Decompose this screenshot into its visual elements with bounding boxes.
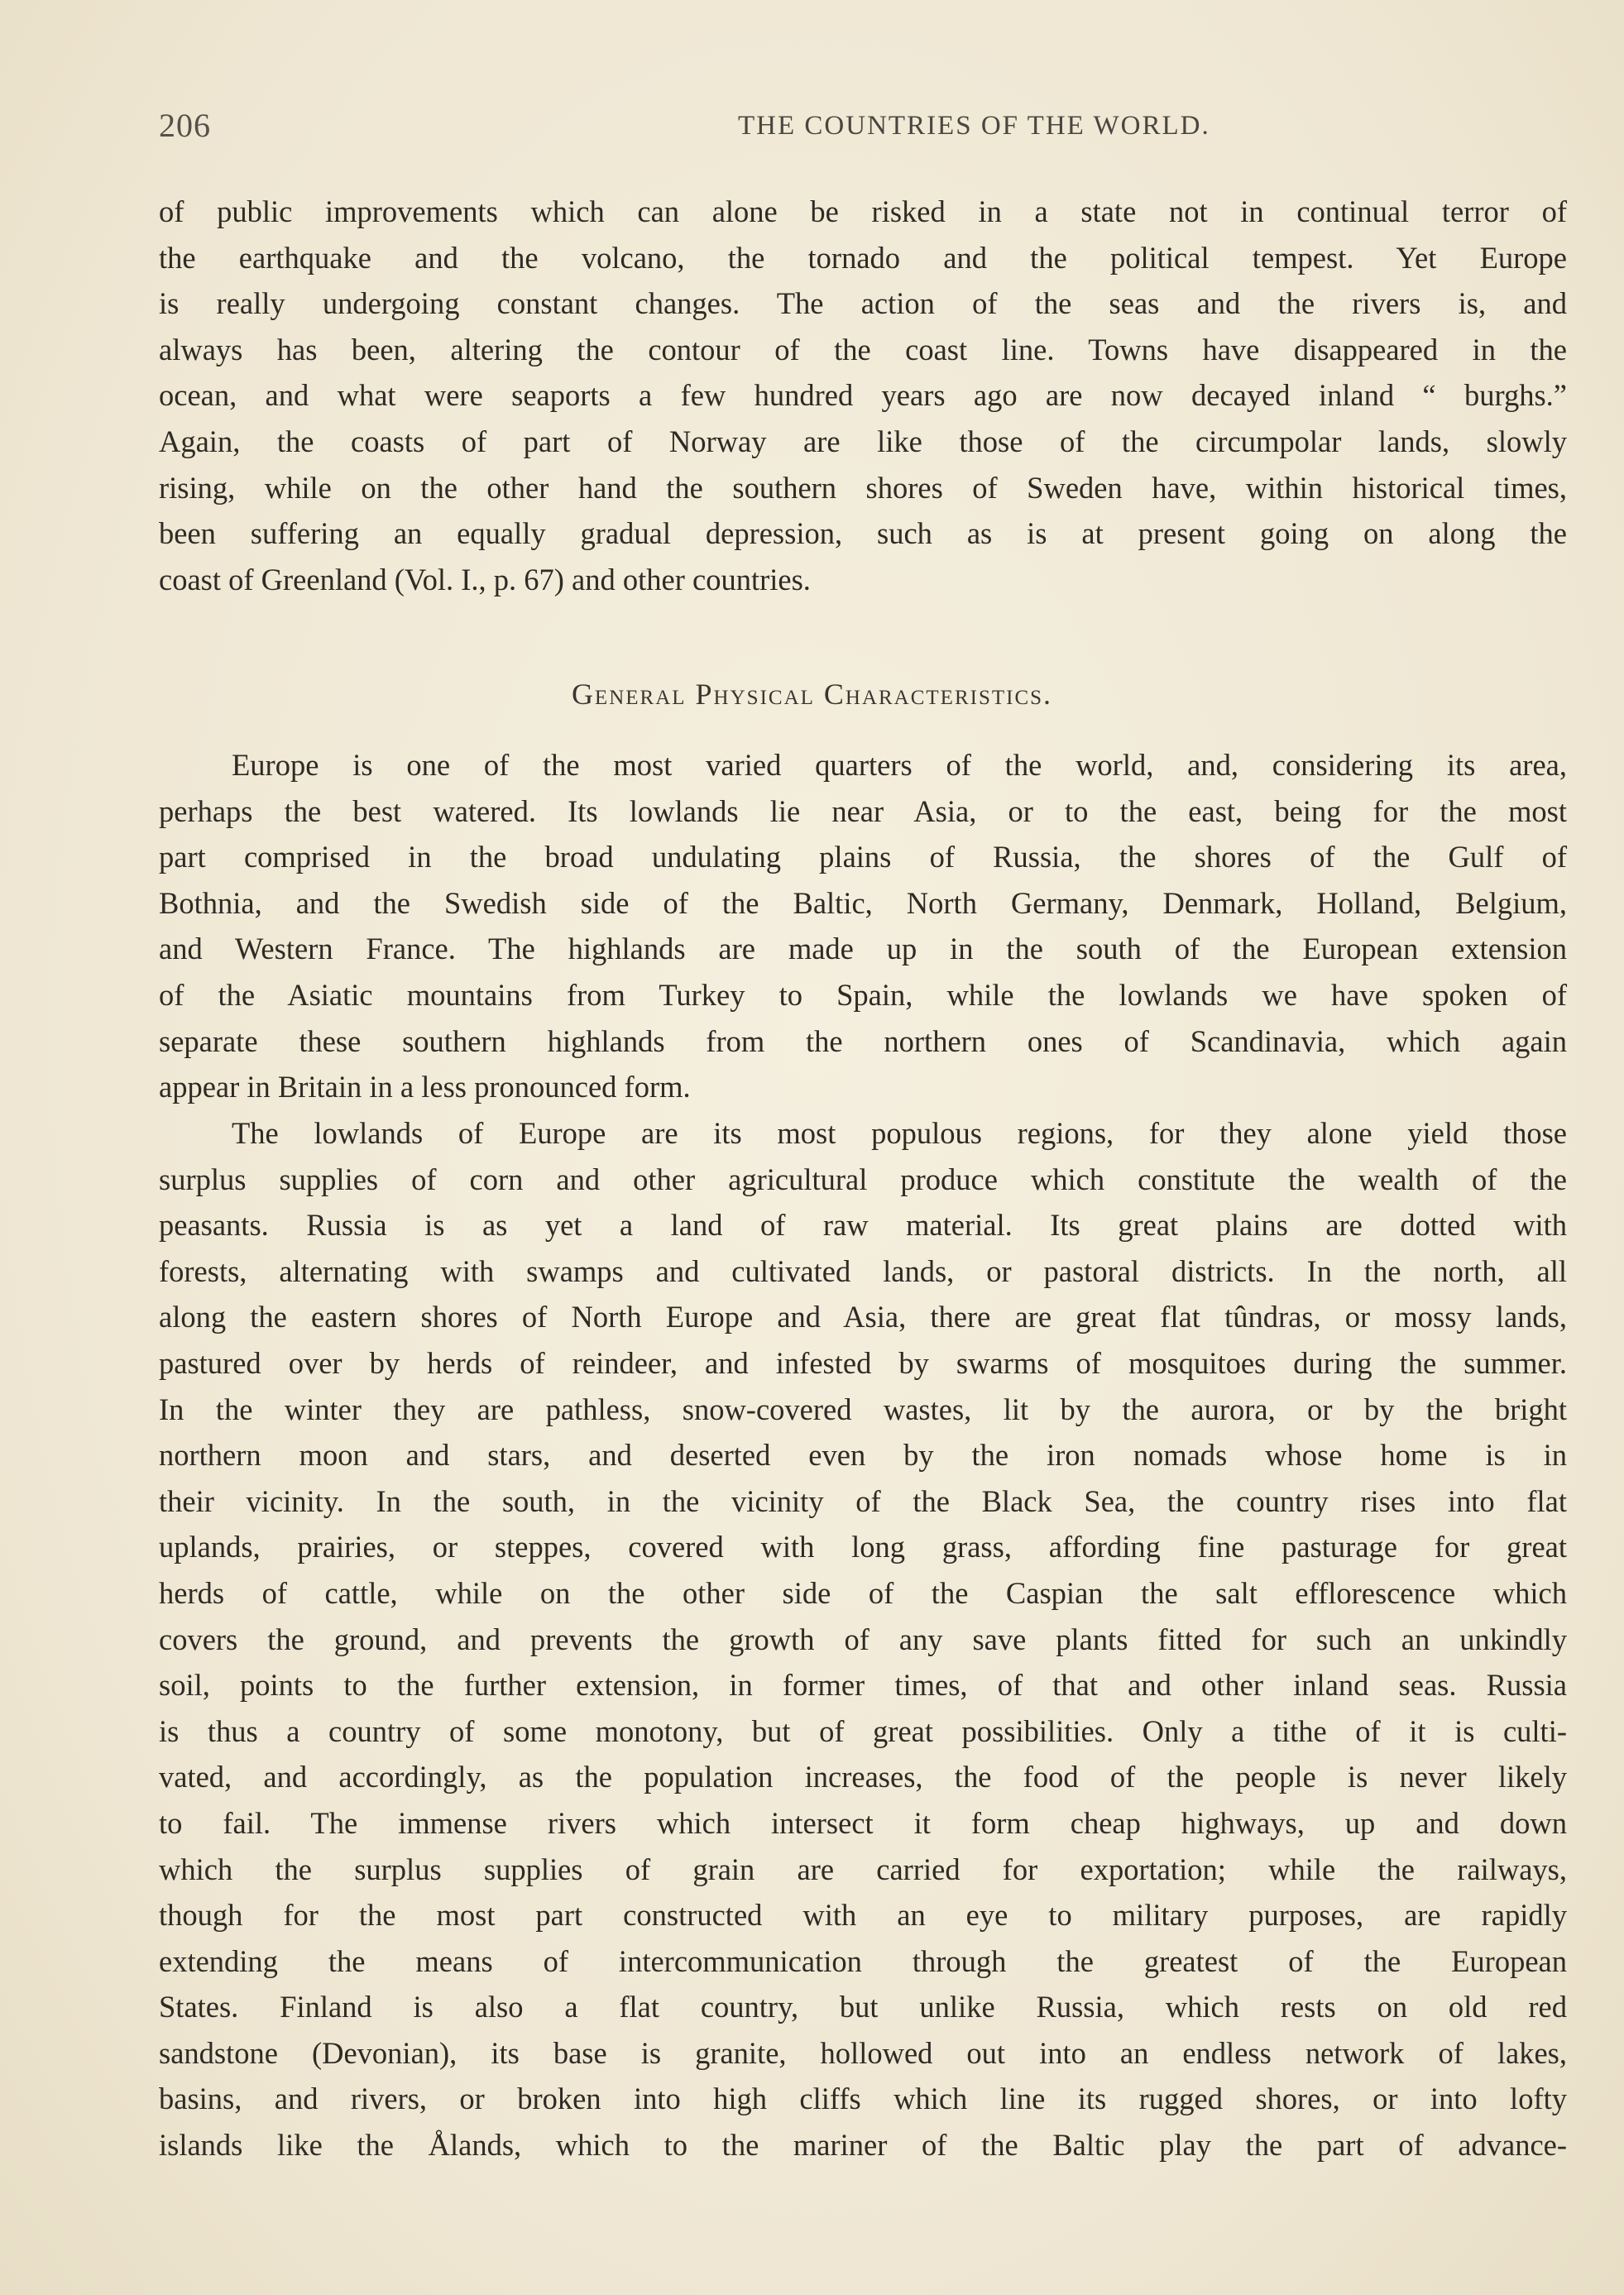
text-line: States. Finland is also a flat country, but unlike Russia, which rests on old red [159, 1990, 1567, 2024]
text-line: extending the means of intercommunication through the greatest of the European [159, 1943, 1567, 1978]
text-line: always has been, altering the contour of the coast line. Towns have disappeared in the [159, 332, 1567, 367]
text-line: is really undergoing constant changes. The action of the seas and the rivers is, and [159, 286, 1567, 321]
page-number: 206 [159, 107, 211, 144]
text-line: is thus a country of some monotony, but of great possibilities. Only a tithe of it is culti- [159, 1713, 1567, 1748]
section-heading: General Physical Characteristics. [571, 678, 1053, 711]
text-line: soil, points to the further extension, in former times, of that and other inland seas. Russia [159, 1668, 1567, 1703]
text-line: basins, and rivers, or broken into high cliffs which line its rugged shores, or into lofty [159, 2082, 1567, 2116]
text-line: Bothnia, and the Swedish side of the Baltic, North Germany, Denmark, Holland, Belgium, [159, 885, 1567, 920]
paragraph-body [159, 742, 1567, 1110]
text-line: vated, and accordingly, as the population increases, the food of the people is never likely [159, 1760, 1567, 1794]
text-line: islands like the Ålands, which to the mariner of the Baltic play the part of advance- [159, 2128, 1567, 2163]
text-line: pastured over by herds of reindeer, and infested by swarms of mosquitoes during the summer. [159, 1345, 1567, 1380]
text-line: herds of cattle, while on the other side of the Caspian the salt efflorescence which [159, 1575, 1567, 1610]
text-line: though for the most part constructed with an eye to military purposes, are rapidly [159, 1898, 1567, 1933]
text-line: separate these southern highlands from the northern ones of Scandinavia, which again [159, 1023, 1567, 1058]
text-line: been suffering an equally gradual depression, such as is at present going on along the [159, 516, 1567, 551]
text-line: sandstone (Devonian), its base is granite, hollowed out into an endless network of lakes, [159, 2035, 1567, 2070]
text-line: northern moon and stars, and deserted even by the iron nomads whose home is in [159, 1438, 1567, 1473]
text-line: forests, alternating with swamps and cultivated lands, or pastoral districts. In the north, all [159, 1253, 1567, 1288]
text-line: Europe is one of the most varied quarters of the world, and, considering its area, [232, 748, 1567, 782]
text-line: The lowlands of Europe are its most populous regions, for they alone yield those [232, 1116, 1567, 1150]
text-line: their vicinity. In the south, in the vicinity of the Black Sea, the country rises into flat [159, 1483, 1567, 1518]
text-line: part comprised in the broad undulating plains of Russia, the shores of the Gulf of [159, 840, 1567, 874]
page-header [159, 106, 1624, 156]
text-line: which the surplus supplies of grain are carried for exportation; while the railways, [159, 1852, 1567, 1886]
paragraph-earth-changes [159, 189, 1567, 602]
paragraph-body [159, 189, 1567, 602]
text-line: appear in Britain in a less pronounced form. [159, 1070, 691, 1104]
text-line: to fail. The immense rivers which intersect it form cheap highways, up and down [159, 1805, 1567, 1840]
text-line: surplus supplies of corn and other agricultural produce which constitute the wealth of the [159, 1162, 1567, 1196]
text-line: uplands, prairies, or steppes, covered with long grass, affording fine pasturage for great [159, 1530, 1567, 1564]
text-line: coast of Greenland (Vol. I., p. 67) and other countries. [159, 562, 811, 597]
text-line: ocean, and what were seaports a few hundred years ago are now decayed inland “ burghs.” [159, 378, 1567, 413]
paragraph-lowlands [159, 1110, 1567, 2168]
text-line: perhaps the best watered. Its lowlands lie near Asia, or to the east, being for the most [159, 793, 1567, 828]
text-line: covers the ground, and prevents the growth of any save plants fitted for such an unkindly [159, 1622, 1567, 1656]
text-line: Again, the coasts of part of Norway are like those of the circumpolar lands, slowly [159, 424, 1567, 458]
paragraph-body [159, 1110, 1567, 2168]
paragraph-europe-overview [159, 742, 1567, 1110]
text-line: the earthquake and the volcano, the tornado and the political tempest. Yet Europe [159, 240, 1567, 275]
text-line: peasants. Russia is as yet a land of raw material. Its great plains are dotted with [159, 1208, 1567, 1243]
text-line: and Western France. The highlands are made up in the south of the European extension [159, 932, 1567, 966]
text-line: along the eastern shores of North Europe and Asia, there are great flat tûndras, or mossy lands, [159, 1300, 1567, 1334]
text-line: of the Asiatic mountains from Turkey to Spain, while the lowlands we have spoken of [159, 977, 1567, 1012]
text-line: In the winter they are pathless, snow-covered wastes, lit by the aurora, or by the bright [159, 1392, 1567, 1426]
text-line: rising, while on the other hand the southern shores of Sweden have, within historical times, [159, 470, 1567, 505]
text-line: of public improvements which can alone be risked in a state not in continual terror of [159, 194, 1567, 228]
running-head: THE COUNTRIES OF THE WORLD. [738, 111, 1210, 141]
